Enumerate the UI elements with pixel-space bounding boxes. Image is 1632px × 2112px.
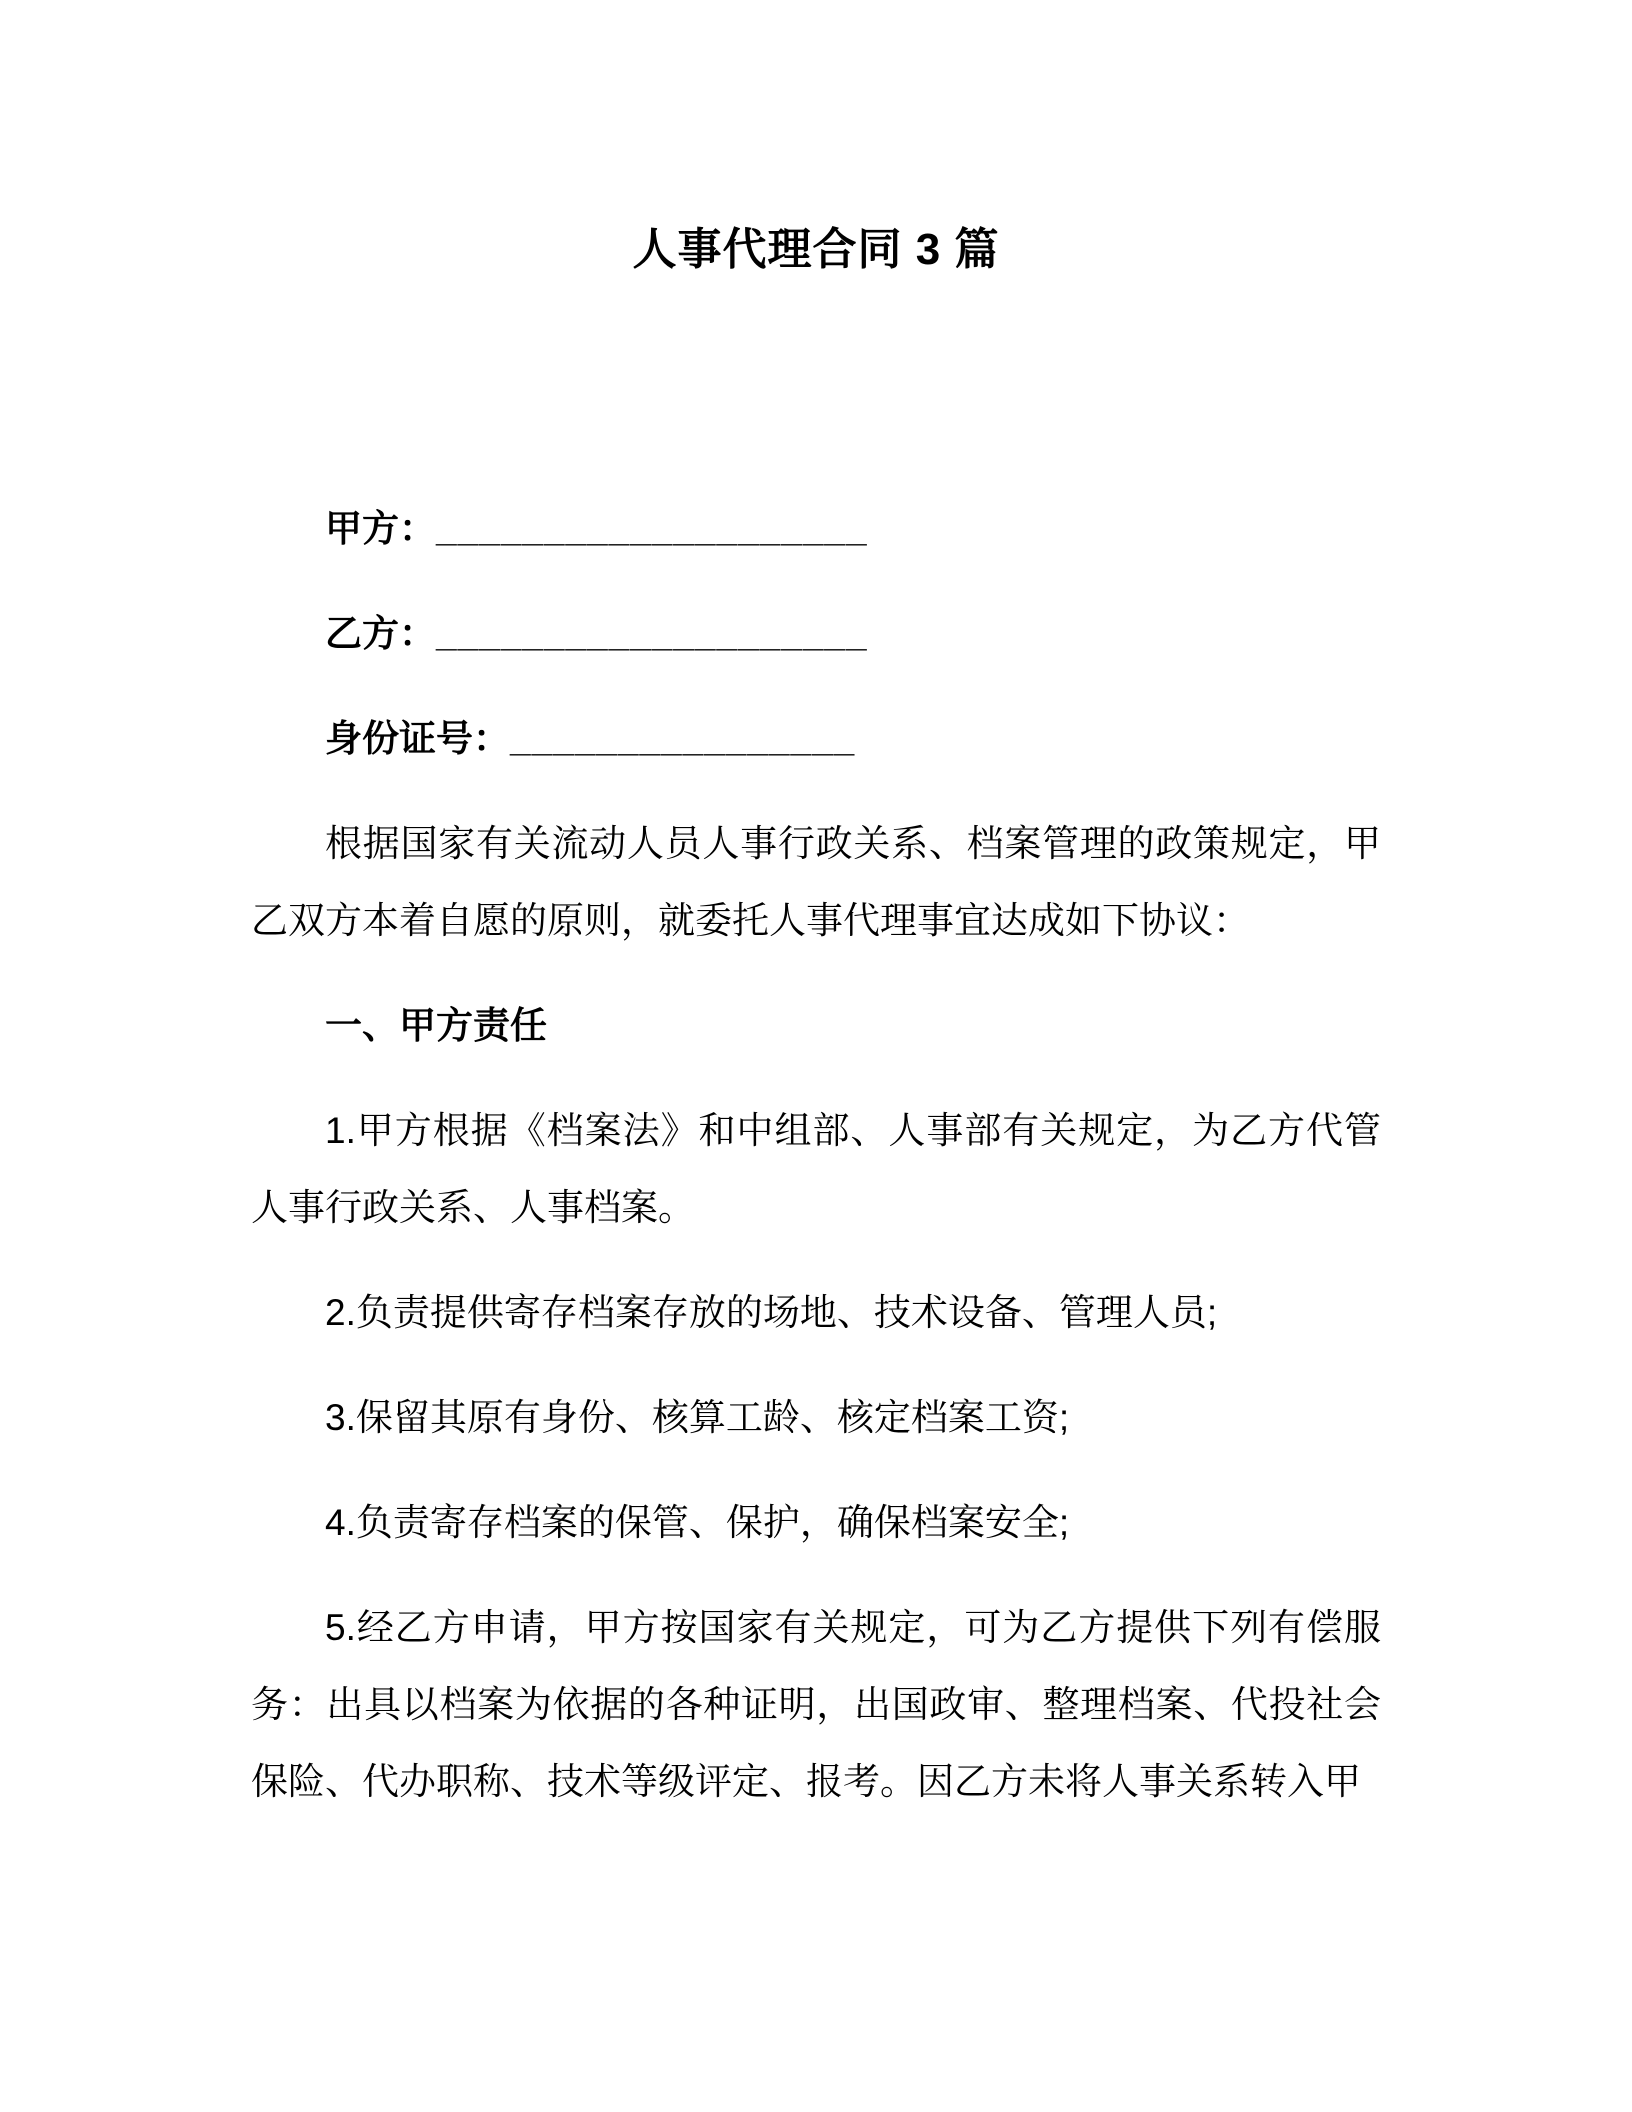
- clause-4: 4.负责寄存档案的保管、保护，确保档案安全;: [325, 1502, 1070, 1543]
- party-row-id-number: [251, 700, 1381, 777]
- party-row-jiafang: [251, 490, 1381, 567]
- clause-2: 2.负责提供寄存档案存放的场地、技术设备、管理人员;: [325, 1292, 1218, 1333]
- intro-paragraph: 根据国家有关流动人员人事行政关系、档案管理的政策规定，甲乙双方本着自愿的原则，就委托人事代理事宜达成如下协议：: [251, 823, 1381, 941]
- page-title: 人事代理合同 3 篇: [632, 225, 1000, 274]
- section-heading-party-a-duties: 一、甲方责任: [325, 1005, 547, 1046]
- party-a-label: 甲方：: [325, 508, 436, 549]
- party-b-label: 乙方：: [325, 613, 436, 654]
- party-a-blank-line: ____________________: [436, 508, 868, 549]
- contract-body: [251, 805, 1381, 1820]
- clause-1: 1.甲方根据《档案法》和中组部、人事部有关规定，为乙方代管人事行政关系、人事档案。: [251, 1110, 1381, 1228]
- id-number-label: 身份证号：: [325, 718, 510, 759]
- party-row-yifang: [251, 595, 1381, 672]
- clause-5: 5.经乙方申请，甲方按国家有关规定，可为乙方提供下列有偿服务：出具以档案为依据的各种证明，出国政审、整理档案、代投社会保险、代办职称、技术等级评定、报考。因乙方未将人事关系转入甲: [251, 1607, 1381, 1802]
- party-block: [251, 490, 1381, 777]
- id-number-blank-line: ________________: [510, 718, 856, 759]
- document-page: [251, 0, 1381, 1820]
- party-b-blank-line: ____________________: [436, 613, 868, 654]
- clause-3: 3.保留其原有身份、核算工龄、核定档案工资;: [325, 1397, 1070, 1438]
